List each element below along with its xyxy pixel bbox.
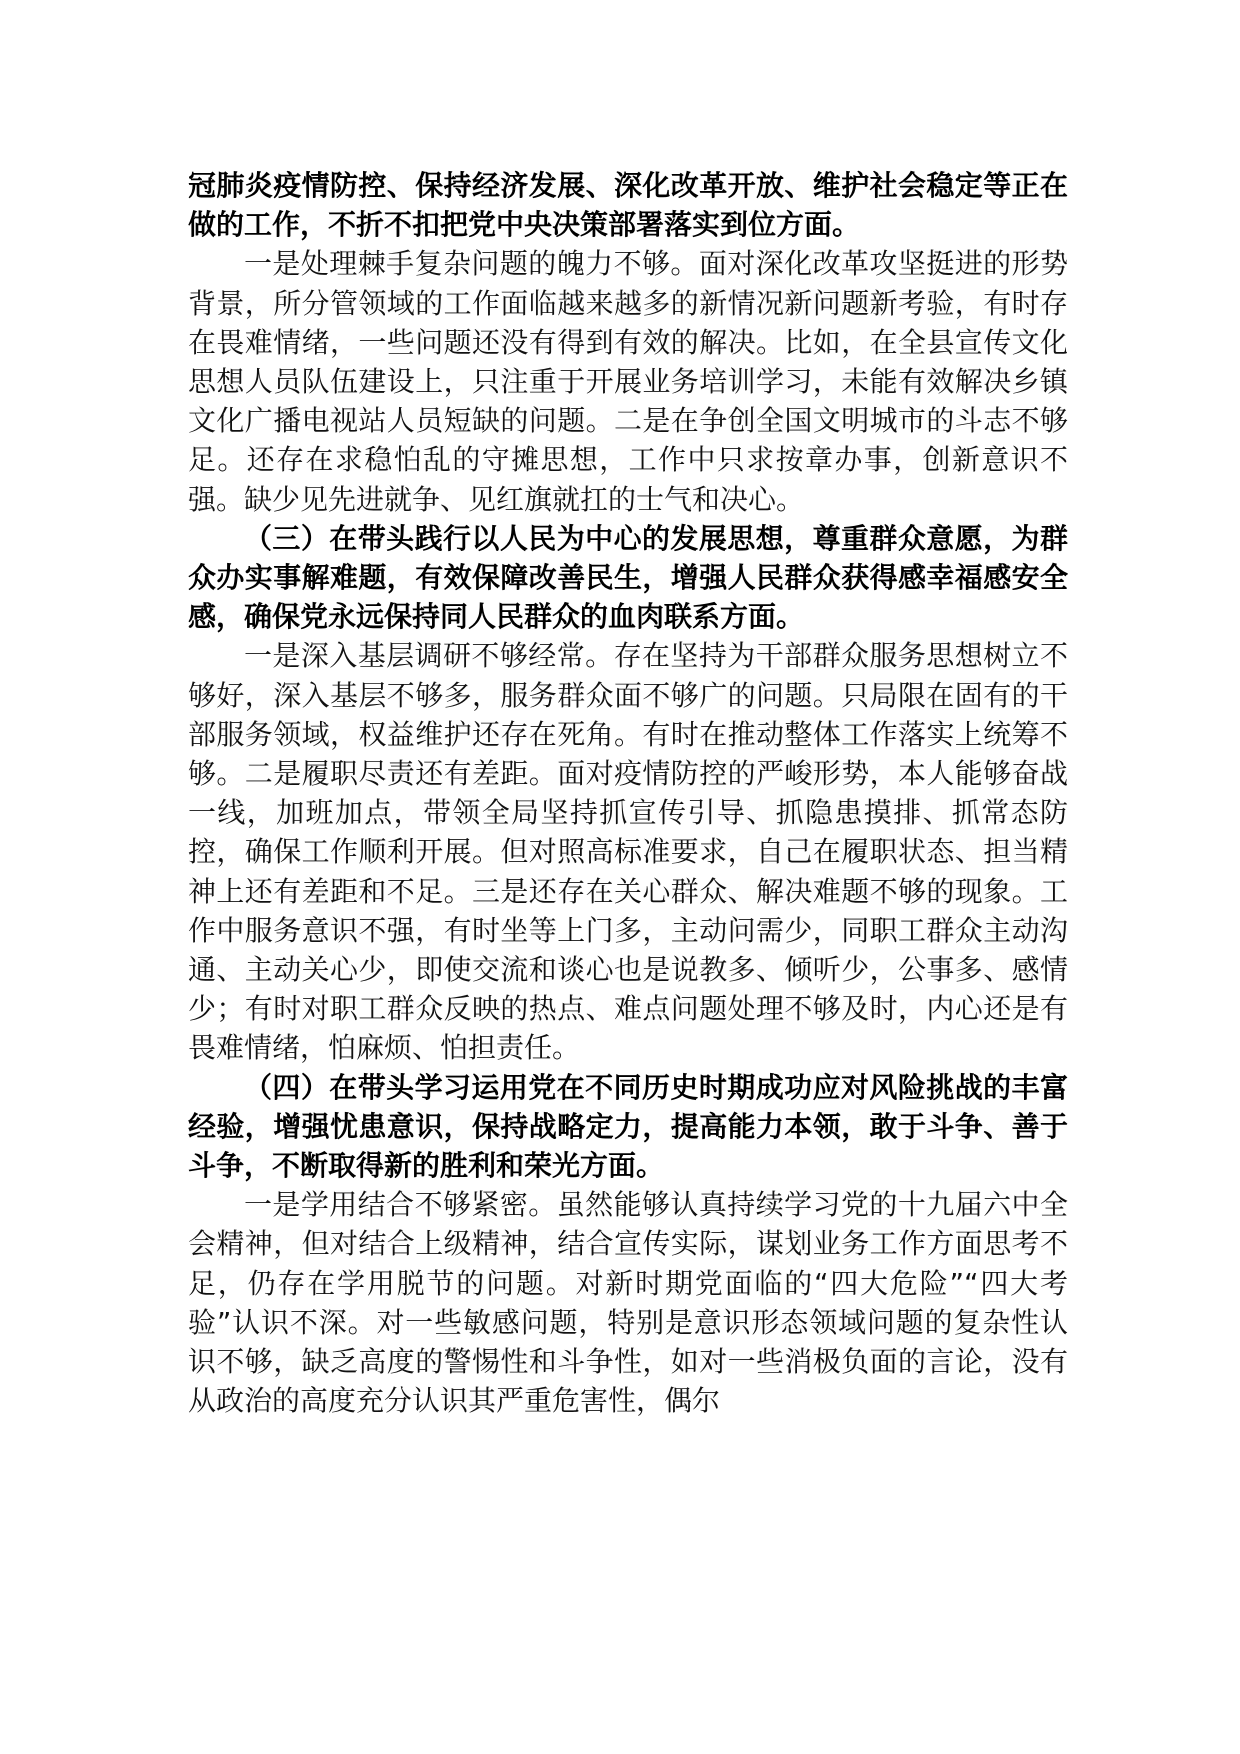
body-paragraph: 一是深入基层调研不够经常。存在坚持为干部群众服务思想树立不够好，深入基层不够多，服务群众面不够广的问题。只局限在固有的干部服务领域，权益维护还存在死角。有时在推动整体工作落实上统筹不够。二是履职尽责还有差距。面对疫情防控的严峻形势，本人能够奋战一线，加班加点，带领全局坚持抓宣传引导、抓隐患摸排、抓常态防控，确保工作顺利开展。但对照高标准要求，自己在履职状态、担当精神上还有差距和不足。三是还存在关心群众、解决难题不够的现象。工作中服务意识不强，有时坐等上门多，主动问需少，同职工群众主动沟通、主动关心少，即使交流和谈心也是说教多、倾听少，公事多、感情少；有时对职工群众反映的热点、难点问题处理不够及时，内心还是有畏难情绪，怕麻烦、怕担责任。 <box>188 639 1068 1065</box>
section-continuation-heading: 冠肺炎疫情防控、保持经济发展、深化改革开放、维护社会稳定等正在做的工作，不折不扣把党中央决策部署落实到位方面。 <box>188 169 1068 242</box>
body-paragraph: 一是处理棘手复杂问题的魄力不够。面对深化改革攻坚挺进的形势背景，所分管领域的工作面临越来越多的新情况新问题新考验，有时存在畏难情绪，一些问题还没有得到有效的解决。比如，在全县宣传文化思想人员队伍建设上，只注重于开展业务培训学习，未能有效解决乡镇文化广播电视站人员短缺的问题。二是在争创全国文明城市的斗志不够足。还存在求稳怕乱的守摊思想，工作中只求按章办事，创新意识不强。缺少见先进就争、见红旗就扛的士气和决心。 <box>188 247 1068 516</box>
section-heading-4: （四）在带头学习运用党在不同历史时期成功应对风险挑战的丰富经验，增强忧患意识，保持战略定力，提高能力本领，敢于斗争、善于斗争，不断取得新的胜利和荣光方面。 <box>188 1070 1068 1183</box>
document-page <box>188 166 1068 1421</box>
body-paragraph: 一是学用结合不够紧密。虽然能够认真持续学习党的十九届六中全会精神，但对结合上级精神，结合宣传实际，谋划业务工作方面思考不足，仍存在学用脱节的问题。对新时期党面临的“四大危险”“四大考验”认识不深。对一些敏感问题，特别是意识形态领域问题的复杂性认识不够，缺乏高度的警惕性和斗争性，如对一些消极负面的言论，没有从政治的高度充分认识其严重危害性，偶尔 <box>188 1188 1068 1418</box>
section-heading-3: （三）在带头践行以人民为中心的发展思想，尊重群众意愿，为群众办实事解难题，有效保障改善民生，增强人民群众获得感幸福感安全感，确保党永远保持同人民群众的血肉联系方面。 <box>188 521 1068 634</box>
